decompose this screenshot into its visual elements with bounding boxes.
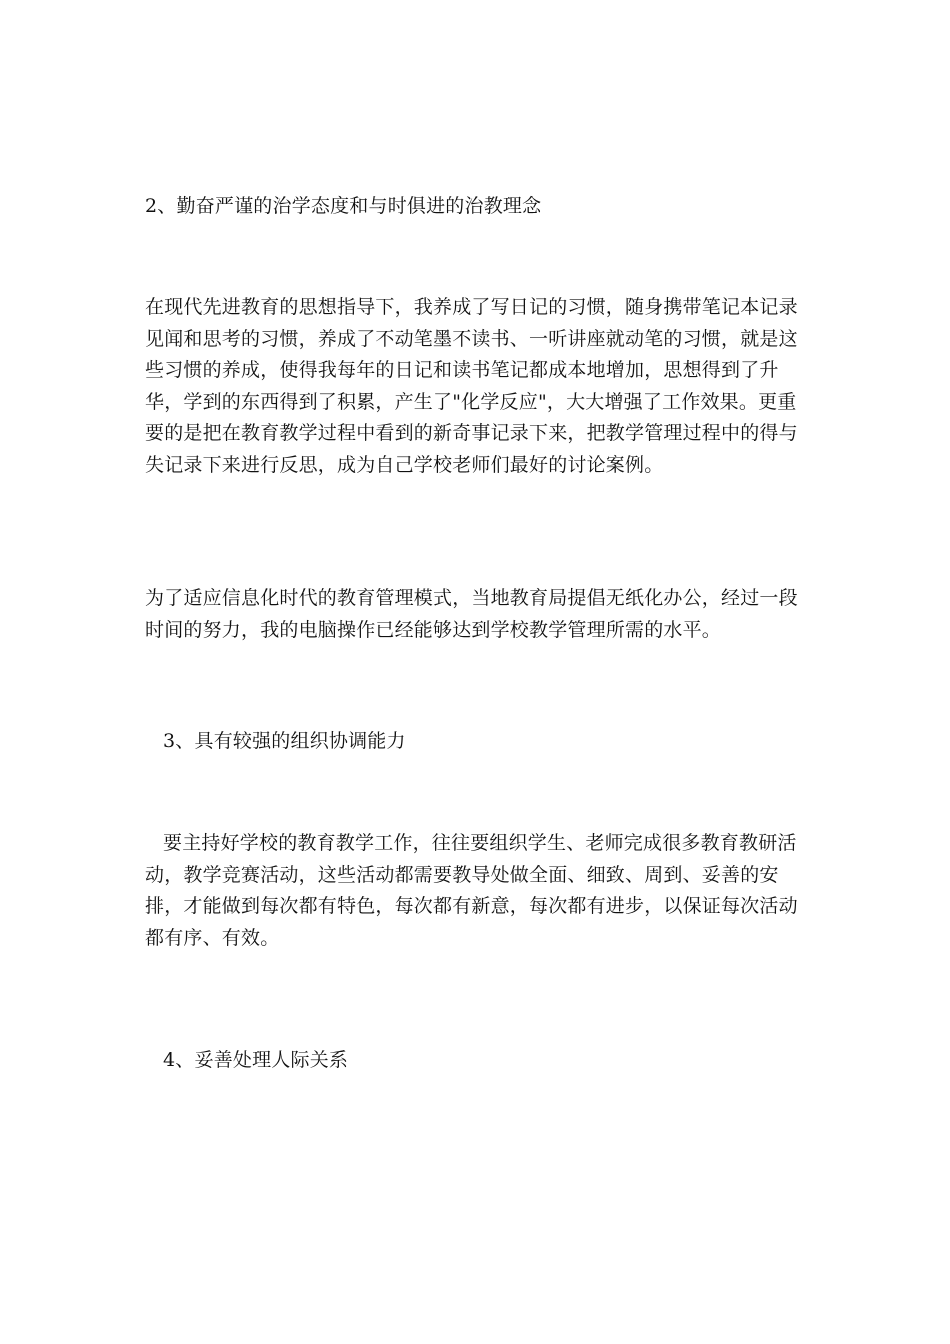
paragraph-note-taking-habits: 在现代先进教育的思想指导下，我养成了写日记的习惯，随身携带笔记本记录见闻和思考的习惯，养成了不动笔墨不读书、一听讲座就动笔的习惯，就是这些习惯的养成，使得我每年的日记和读书笔记都成本地增加，思想得到了升华，学到的东西得到了积累，产生了"化学反应"，大大增强了工作效果。更重要的是把在教育教学过程中看到的新奇事记录下来，把教学管理过程中的得与失记录下来进行反思，成为自己学校老师们最好的讨论案例。 [145, 296, 798, 476]
section-heading-4: 4、妥善处理人际关系 [163, 1049, 349, 1071]
section-heading-3: 3、具有较强的组织协调能力 [163, 730, 406, 752]
paragraph-paperless-office: 为了适应信息化时代的教育管理模式，当地教育局提倡无纸化办公，经过一段时间的努力，我的电脑操作已经能够达到学校教学管理所需的水平。 [145, 587, 798, 641]
section-heading-2: 2、勤奋严谨的治学态度和与时俱进的治教理念 [145, 195, 542, 217]
paragraph-organization-ability: 要主持好学校的教育教学工作，往往要组织学生、老师完成很多教育教研活动，教学竞赛活动，这些活动都需要教导处做全面、细致、周到、妥善的安排，才能做到每次都有特色，每次都有新意，每次都有进步，以保证每次活动都有序、有效。 [145, 832, 798, 949]
